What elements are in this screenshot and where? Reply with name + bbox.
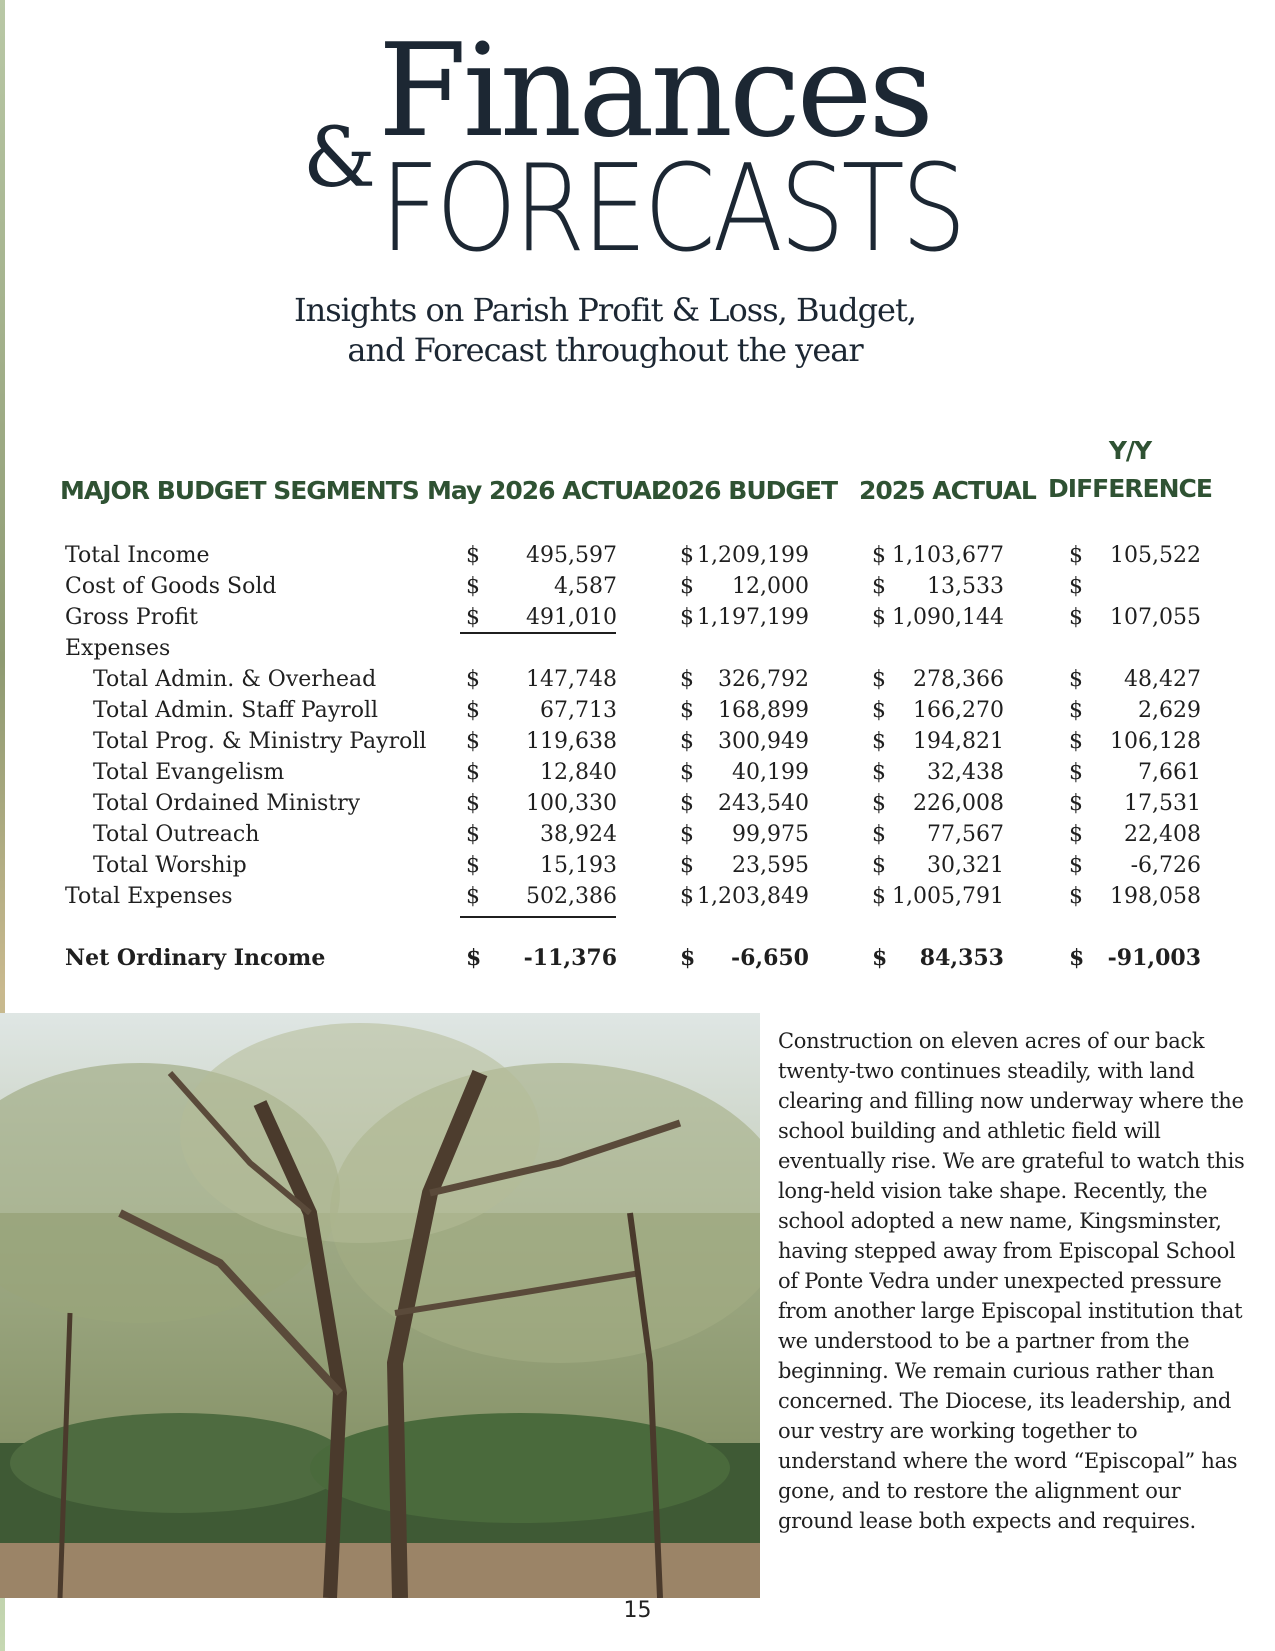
subtitle-line-1: Insights on Parish Profit & Loss, Budget, [293,291,917,329]
currency-symbol: $ [1069,945,1085,971]
cell-difference: -91,003 [1107,945,1201,971]
cell-actual-2025: 1,103,677 [892,543,1004,568]
cell-budget: -6,650 [730,945,809,971]
cell-actual-2025: 226,008 [913,791,1004,816]
cell-budget: 1,203,849 [697,884,809,909]
header-may-actual: May 2026 ACTUAL [427,476,666,505]
cell-may-actual: -11,376 [523,945,617,971]
currency-symbol: $ [872,945,888,971]
header-budget: 2026 BUDGET [655,476,838,505]
table-row [0,943,1275,974]
row-label: Total Ordained Ministry [93,791,361,816]
cell-difference: 22,408 [1124,822,1201,847]
row-label: Net Ordinary Income [65,945,326,971]
currency-symbol: $ [872,698,886,723]
header-2025-actual: 2025 ACTUAL [859,476,1036,505]
currency-symbol: $ [680,822,694,847]
currency-symbol: $ [680,543,694,568]
table-row [0,788,1275,819]
currency-symbol: $ [872,605,886,630]
currency-symbol: $ [872,760,886,785]
currency-symbol: $ [466,574,480,599]
currency-symbol: $ [466,791,480,816]
cell-actual-2025: 166,270 [913,698,1004,723]
currency-symbol: $ [466,605,480,630]
cell-actual-2025: 84,353 [919,945,1004,971]
header-yy-line-1: Y/Y [1108,436,1152,465]
table-row [0,726,1275,757]
cell-difference: 7,661 [1138,760,1201,785]
page-number: 15 [623,1598,652,1623]
currency-symbol: $ [1069,667,1083,692]
currency-symbol: $ [466,853,480,878]
row-label: Cost of Goods Sold [65,574,277,599]
cell-may-actual: 100,330 [526,791,617,816]
header-segments: MAJOR BUDGET SEGMENTS [60,476,419,505]
currency-symbol: $ [1069,884,1083,909]
currency-symbol: $ [1069,698,1083,723]
currency-symbol: $ [1069,574,1083,599]
row-label: Expenses [65,636,171,661]
table-row [0,602,1275,633]
cell-may-actual: 502,386 [526,884,617,909]
table-row [0,819,1275,850]
gross-profit-underline [460,632,616,634]
cell-actual-2025: 30,321 [927,853,1004,878]
row-label: Total Admin. Staff Payroll [93,698,379,723]
cell-actual-2025: 32,438 [927,760,1004,785]
currency-symbol: $ [466,760,480,785]
currency-symbol: $ [1069,822,1083,847]
row-label: Total Income [65,543,210,568]
article-paragraph: Construction on eleven acres of our back twenty-two continues steadily, with land clearing and filling now underway where the school building and athletic field will eventually rise. We are grateful to watch this long-held vision take shape. Recently, the school adopted a new name, Kingsminster, having stepped away from Episcopal School of Ponte Vedra under unexpected pressure from another large Episcopal institution that we understood to be a partner from the beginning. We remain curious rather than concerned. The Diocese, its leadership, and our vestry are working together to understand where the word “Episcopal” has gone, and to restore the alignment our ground lease both expects and requires. [778,1029,1245,1533]
currency-symbol: $ [1069,791,1083,816]
currency-symbol: $ [680,698,694,723]
title-finances: Finances [378,17,931,166]
currency-symbol: $ [872,574,886,599]
cell-may-actual: 67,713 [540,698,617,723]
header-yy-line-2: DIFFERENCE [1048,474,1212,503]
cell-difference: 198,058 [1110,884,1201,909]
cell-actual-2025: 1,090,144 [892,605,1004,630]
oak-forest-photo [0,1013,760,1598]
title-forecasts: FORECASTS [380,140,964,279]
currency-symbol: $ [466,667,480,692]
cell-budget: 99,975 [732,822,809,847]
cell-budget: 1,197,199 [697,605,809,630]
header-yy-difference [1040,432,1220,508]
cell-budget: 40,199 [732,760,809,785]
currency-symbol: $ [680,605,694,630]
currency-symbol: $ [1069,729,1083,754]
cell-actual-2025: 278,366 [913,667,1004,692]
row-label: Total Prog. & Ministry Payroll [93,729,427,754]
cell-budget: 168,899 [718,698,809,723]
currency-symbol: $ [680,729,694,754]
currency-symbol: $ [466,822,480,847]
currency-symbol: $ [872,822,886,847]
currency-symbol: $ [680,760,694,785]
table-row [0,540,1275,571]
row-label: Total Evangelism [93,760,285,785]
currency-symbol: $ [872,853,886,878]
cell-difference: 2,629 [1138,698,1201,723]
currency-symbol: $ [466,698,480,723]
cell-may-actual: 4,587 [554,574,617,599]
table-row [0,571,1275,602]
currency-symbol: $ [872,791,886,816]
cell-difference: 17,531 [1124,791,1201,816]
currency-symbol: $ [872,884,886,909]
cell-actual-2025: 77,567 [927,822,1004,847]
cell-difference: 107,055 [1110,605,1201,630]
subtitle-line-2: and Forecast throughout the year [347,331,863,369]
cell-may-actual: 147,748 [526,667,617,692]
cell-actual-2025: 194,821 [913,729,1004,754]
currency-symbol: $ [1069,605,1083,630]
currency-symbol: $ [680,574,694,599]
table-row [0,664,1275,695]
table-row [0,695,1275,726]
table-row [0,881,1275,912]
currency-symbol: $ [872,667,886,692]
cell-budget: 12,000 [732,574,809,599]
row-label: Total Admin. & Overhead [93,667,377,692]
table-row [0,757,1275,788]
table-row [0,850,1275,881]
row-label: Gross Profit [65,605,198,630]
cell-may-actual: 38,924 [540,822,617,847]
photo-image [0,1013,760,1598]
cell-difference: -6,726 [1130,853,1201,878]
currency-symbol: $ [680,884,694,909]
cell-budget: 1,209,199 [697,543,809,568]
currency-symbol: $ [466,884,480,909]
cell-may-actual: 12,840 [540,760,617,785]
cell-budget: 243,540 [718,791,809,816]
cell-difference: 48,427 [1124,667,1201,692]
cell-budget: 23,595 [732,853,809,878]
currency-symbol: $ [466,543,480,568]
currency-symbol: $ [1069,543,1083,568]
cell-may-actual: 15,193 [540,853,617,878]
currency-symbol: $ [680,945,696,971]
table-row [0,633,1275,664]
cell-budget: 300,949 [718,729,809,754]
total-expenses-underline [460,916,616,918]
title-ampersand: & [303,111,376,206]
currency-symbol: $ [872,543,886,568]
row-label: Total Expenses [65,884,233,909]
cell-actual-2025: 13,533 [927,574,1004,599]
currency-symbol: $ [1069,760,1083,785]
currency-symbol: $ [680,791,694,816]
cell-actual-2025: 1,005,791 [892,884,1004,909]
cell-may-actual: 119,638 [526,729,617,754]
currency-symbol: $ [466,729,480,754]
cell-difference: 106,128 [1110,729,1201,754]
currency-symbol: $ [680,853,694,878]
row-label: Total Outreach [93,822,260,847]
cell-may-actual: 495,597 [526,543,617,568]
subtitle [250,290,960,370]
cell-difference: 105,522 [1110,543,1201,568]
cell-budget: 326,792 [718,667,809,692]
row-label: Total Worship [93,853,247,878]
currency-symbol: $ [466,945,482,971]
currency-symbol: $ [872,729,886,754]
currency-symbol: $ [1069,853,1083,878]
cell-may-actual: 491,010 [526,605,617,630]
currency-symbol: $ [680,667,694,692]
